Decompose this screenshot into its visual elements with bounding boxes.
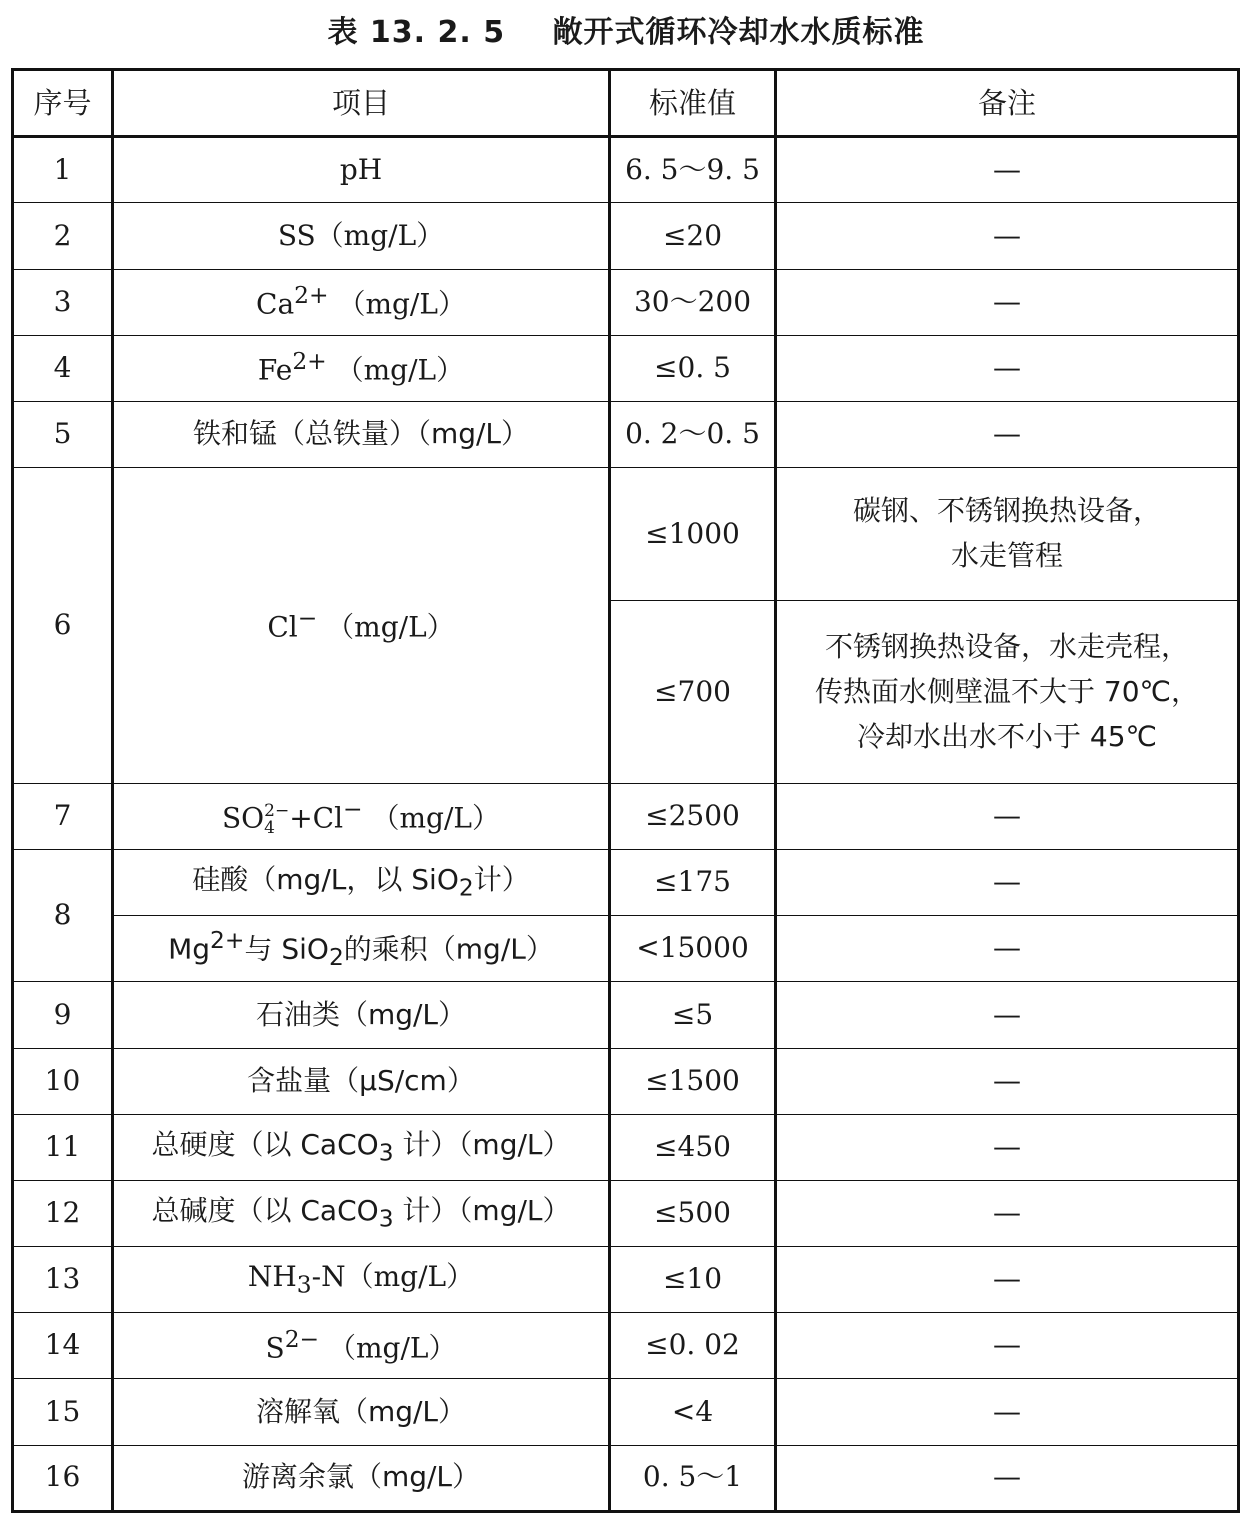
table-row: [13, 1180, 1239, 1246]
item-symbol: Fe: [257, 353, 293, 387]
item-symbol: S: [265, 1331, 285, 1365]
row-item: [113, 783, 610, 849]
note-line: 不锈钢换热设备，水走壳程，: [824, 629, 1189, 663]
item-unit: （mg/L）: [326, 610, 455, 644]
table-row: [13, 850, 1239, 916]
table-caption: [0, 8, 1252, 58]
item-unit: （mg/L）: [371, 801, 500, 835]
row-note: —: [776, 269, 1239, 335]
item-symbol: Cl: [267, 610, 298, 644]
item-subscript: 2: [458, 873, 474, 902]
item-text: NH: [247, 1260, 297, 1294]
item-text: 总硬度（以 CaCO: [151, 1127, 379, 1161]
row-value: 30～200: [610, 269, 776, 335]
table-row: [13, 269, 1239, 335]
row-note: —: [776, 401, 1239, 467]
note-line: 传热面水侧壁温不大于 70℃，: [815, 674, 1199, 708]
table-title: 敞开式循环冷却水水质标准: [552, 15, 925, 50]
row-value: ≤450: [610, 1114, 776, 1180]
item-text: Mg: [168, 932, 211, 966]
row-note: [776, 601, 1239, 784]
row-value: <15000: [610, 916, 776, 982]
row-num: 6: [13, 468, 113, 784]
row-note: —: [776, 1247, 1239, 1313]
table-row: [13, 1114, 1239, 1180]
row-num: 10: [13, 1048, 113, 1114]
header-value: 标准值: [610, 70, 776, 137]
item-text: 计）（mg/L）: [393, 1194, 571, 1228]
item-subscript: 3: [378, 1204, 394, 1233]
table-row: [13, 1313, 1239, 1379]
table-row: [13, 203, 1239, 269]
item-text: -N（mg/L）: [311, 1260, 475, 1294]
row-item: 溶解氧（mg/L）: [113, 1379, 610, 1445]
item-symbol: Ca: [256, 287, 295, 321]
row-note: [776, 468, 1239, 601]
item-symbol: +Cl: [289, 801, 344, 835]
row-note: —: [776, 1114, 1239, 1180]
item-subscript: 4: [264, 818, 275, 839]
row-note: —: [776, 1313, 1239, 1379]
header-row: [13, 70, 1239, 137]
table-row: [13, 137, 1239, 203]
row-value: ≤20: [610, 203, 776, 269]
row-note: —: [776, 335, 1239, 401]
row-num: 9: [13, 982, 113, 1048]
row-value: ≤0. 5: [610, 335, 776, 401]
table-row: [13, 468, 1239, 601]
row-note: —: [776, 203, 1239, 269]
item-text: 计）: [473, 863, 530, 897]
table-row: [13, 1247, 1239, 1313]
row-num: 8: [13, 850, 113, 982]
row-num: 4: [13, 335, 113, 401]
row-num: 7: [13, 783, 113, 849]
item-superscript: −: [343, 795, 363, 824]
row-num: 5: [13, 401, 113, 467]
table-row: [13, 916, 1239, 982]
table-row: [13, 401, 1239, 467]
item-text: 硅酸（mg/L，以 SiO: [192, 863, 459, 897]
item-subscript: 2: [328, 942, 344, 971]
row-note: —: [776, 1445, 1239, 1511]
row-item: [113, 1247, 610, 1313]
table-row: [13, 1379, 1239, 1445]
note-line: 水走管程: [950, 539, 1063, 573]
row-value: ≤10: [610, 1247, 776, 1313]
item-subscript: 3: [378, 1138, 394, 1167]
item-superscript: 2+: [292, 347, 327, 376]
water-quality-table: [11, 68, 1240, 1513]
row-note: —: [776, 783, 1239, 849]
row-value: ≤1000: [610, 468, 776, 601]
row-item: [113, 850, 610, 916]
row-note: —: [776, 982, 1239, 1048]
row-value: ≤2500: [610, 783, 776, 849]
row-item: [113, 468, 610, 784]
row-item: SS（mg/L）: [113, 203, 610, 269]
row-num: 14: [13, 1313, 113, 1379]
table-row: [13, 783, 1239, 849]
row-num: 1: [13, 137, 113, 203]
row-num: 2: [13, 203, 113, 269]
row-num: 13: [13, 1247, 113, 1313]
row-num: 15: [13, 1379, 113, 1445]
row-value: ≤0. 02: [610, 1313, 776, 1379]
row-item: 石油类（mg/L）: [113, 982, 610, 1048]
item-unit: （mg/L）: [337, 287, 466, 321]
row-num: 12: [13, 1180, 113, 1246]
row-note: —: [776, 850, 1239, 916]
note-line: 冷却水出水不小于 45℃: [857, 719, 1157, 753]
row-value: ≤5: [610, 982, 776, 1048]
row-item: pH: [113, 137, 610, 203]
item-symbol: SO: [221, 801, 265, 835]
row-value: 0. 5～1: [610, 1445, 776, 1511]
item-superscript: 2+: [210, 925, 245, 954]
row-value: ≤500: [610, 1180, 776, 1246]
row-note: —: [776, 137, 1239, 203]
item-superscript: 2+: [294, 281, 329, 310]
table-row: [13, 1048, 1239, 1114]
row-item: [113, 1114, 610, 1180]
row-value: 6. 5～9. 5: [610, 137, 776, 203]
item-text: 总碱度（以 CaCO: [151, 1194, 379, 1228]
row-value: <4: [610, 1379, 776, 1445]
item-subscript: 3: [296, 1270, 312, 1299]
row-item: 铁和锰（总铁量）（mg/L）: [113, 401, 610, 467]
row-value: ≤700: [610, 601, 776, 784]
item-text: 计）（mg/L）: [393, 1127, 571, 1161]
row-item: [113, 269, 610, 335]
row-item: [113, 1313, 610, 1379]
row-note: —: [776, 1048, 1239, 1114]
row-item: [113, 335, 610, 401]
row-item: [113, 916, 610, 982]
item-superscript: −: [297, 604, 318, 633]
row-item: 含盐量（μS/cm）: [113, 1048, 610, 1114]
item-unit: （mg/L）: [327, 1331, 457, 1365]
header-item: 项目: [113, 70, 610, 137]
row-note: —: [776, 1180, 1239, 1246]
table-row: [13, 335, 1239, 401]
item-superscript: 2−: [264, 801, 290, 822]
row-value: ≤1500: [610, 1048, 776, 1114]
row-note: —: [776, 1379, 1239, 1445]
item-text: 与 SiO: [244, 932, 329, 966]
item-unit: （mg/L）: [335, 353, 465, 387]
row-num: 11: [13, 1114, 113, 1180]
row-item: 游离余氯（mg/L）: [113, 1445, 610, 1511]
item-superscript: 2−: [284, 1324, 320, 1353]
row-num: 16: [13, 1445, 113, 1511]
table-number: 表 13. 2. 5: [327, 15, 506, 50]
note-line: 碳钢、不锈钢换热设备，: [852, 494, 1161, 528]
item-text: 的乘积（mg/L）: [343, 932, 554, 966]
table-row: [13, 1445, 1239, 1511]
header-num: 序号: [13, 70, 113, 137]
row-note: —: [776, 916, 1239, 982]
table-row: [13, 982, 1239, 1048]
row-value: 0. 2～0. 5: [610, 401, 776, 467]
row-num: 3: [13, 269, 113, 335]
row-item: [113, 1180, 610, 1246]
row-value: ≤175: [610, 850, 776, 916]
header-note: 备注: [776, 70, 1239, 137]
